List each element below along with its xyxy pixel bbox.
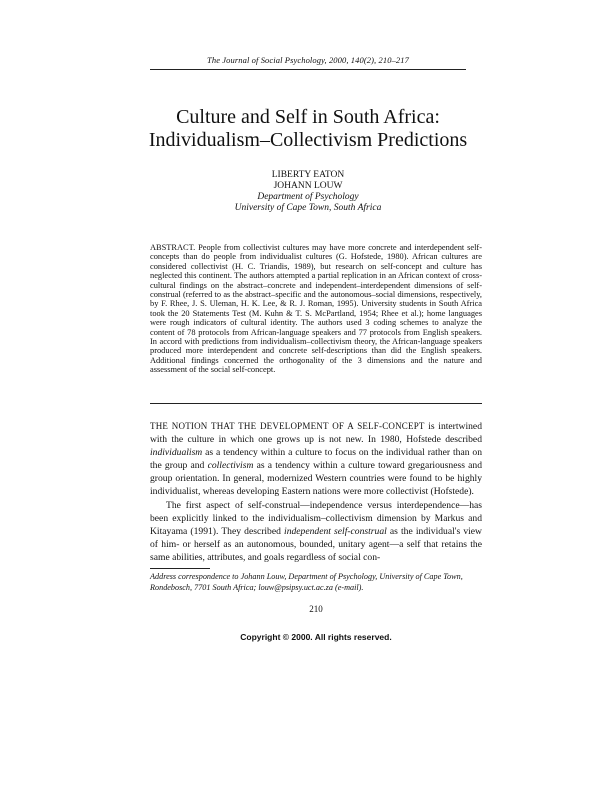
abstract: ABSTRACT. People from collectivist cultures may have more concrete and interdependent self-concepts than do people from individualist cultures (G. Hofstede, 1980). African cultures are considered collectivist (H. C. Triandis, 1989), but research on self-concept and culture has neglected this continent. The authors attempted a partial replication in an African context of cross-cultural findings on the abstract–concrete and independent–interdependent dimensions of self-construal (referred to as the abstract–specific and the autonomous–social dimensions, respectively, by F. Rhee, J. S. Uleman, H. K. Lee, & R. J. Roman, 1995). University students in South Africa took the 20 Statements Test (M. Kuhn & T. S. McPartland, 1954; Rhee et al.); home languages were rough indicators of cultural identity. The authors used 3 coding schemes to analyze the content of 78 protocols from African-language speakers and 77 protocols from English speakers. In accord with predictions from individualism–collectivism theory, the African-language speakers produced more interdependent and concrete self-descriptions than did the English speakers. Additional findings concerned the orthogonality of the 3 dimensions and the nature and assessment of the social self-concept. bbox=[150, 243, 482, 375]
author-2: JOHANN LOUW bbox=[273, 181, 343, 191]
title-line-1: Culture and Self in South Africa: bbox=[176, 106, 440, 128]
title-line-2: Individualism–Collectivism Predictions bbox=[148, 129, 468, 151]
header-rule bbox=[150, 69, 466, 70]
article-body bbox=[150, 420, 482, 564]
running-head-text: The Journal of Social Psychology, 2000, 140(2), 210–217 bbox=[207, 55, 409, 65]
author-block bbox=[150, 170, 466, 214]
section-divider bbox=[150, 403, 482, 404]
lead-in: THE NOTION THAT THE DEVELOPMENT OF A SELF-CONCEPT bbox=[150, 421, 425, 431]
body-paragraph-2: The first aspect of self-construal—independence versus interdependence—has been explicitly linked to the individualism–collectivism dimension by Markus and Kitayama (1991). They described independent self-construal as the individual's view of him- or herself as an autonomous, bounded, unitary agent—a self that retains the same abilities, attributes, and goals regardless of social con- bbox=[150, 499, 482, 563]
page-number: 210 bbox=[309, 604, 323, 614]
article-title bbox=[100, 106, 516, 152]
correspondence-footnote: Address correspondence to Johann Louw, Department of Psychology, University of Cape Town, Rondebosch, 7701 South Africa; louw@psipsy.uct.ac.za (e-mail). bbox=[150, 572, 463, 592]
author-1: LIBERTY EATON bbox=[271, 170, 345, 180]
footnote-rule bbox=[150, 568, 210, 569]
affiliation-university: University of Cape Town, South Africa bbox=[234, 203, 382, 213]
body-paragraph-1: THE NOTION THAT THE DEVELOPMENT OF A SELF-CONCEPT is intertwined with the culture in which one grows up is not new. In 1980, Hofstede described individualism as a tendency within a culture to focus on the individual rather than on the group and collectivism as a tendency within a culture toward gregariousness and group orientation. In general, modernized Western countries were found to be highly individualist, whereas developing Eastern nations were more collectivist (Hofstede). bbox=[150, 421, 482, 498]
copyright-notice: Copyright © 2000. All rights reserved. bbox=[240, 632, 392, 642]
affiliation-department: Department of Psychology bbox=[257, 192, 359, 202]
running-head bbox=[150, 55, 466, 65]
